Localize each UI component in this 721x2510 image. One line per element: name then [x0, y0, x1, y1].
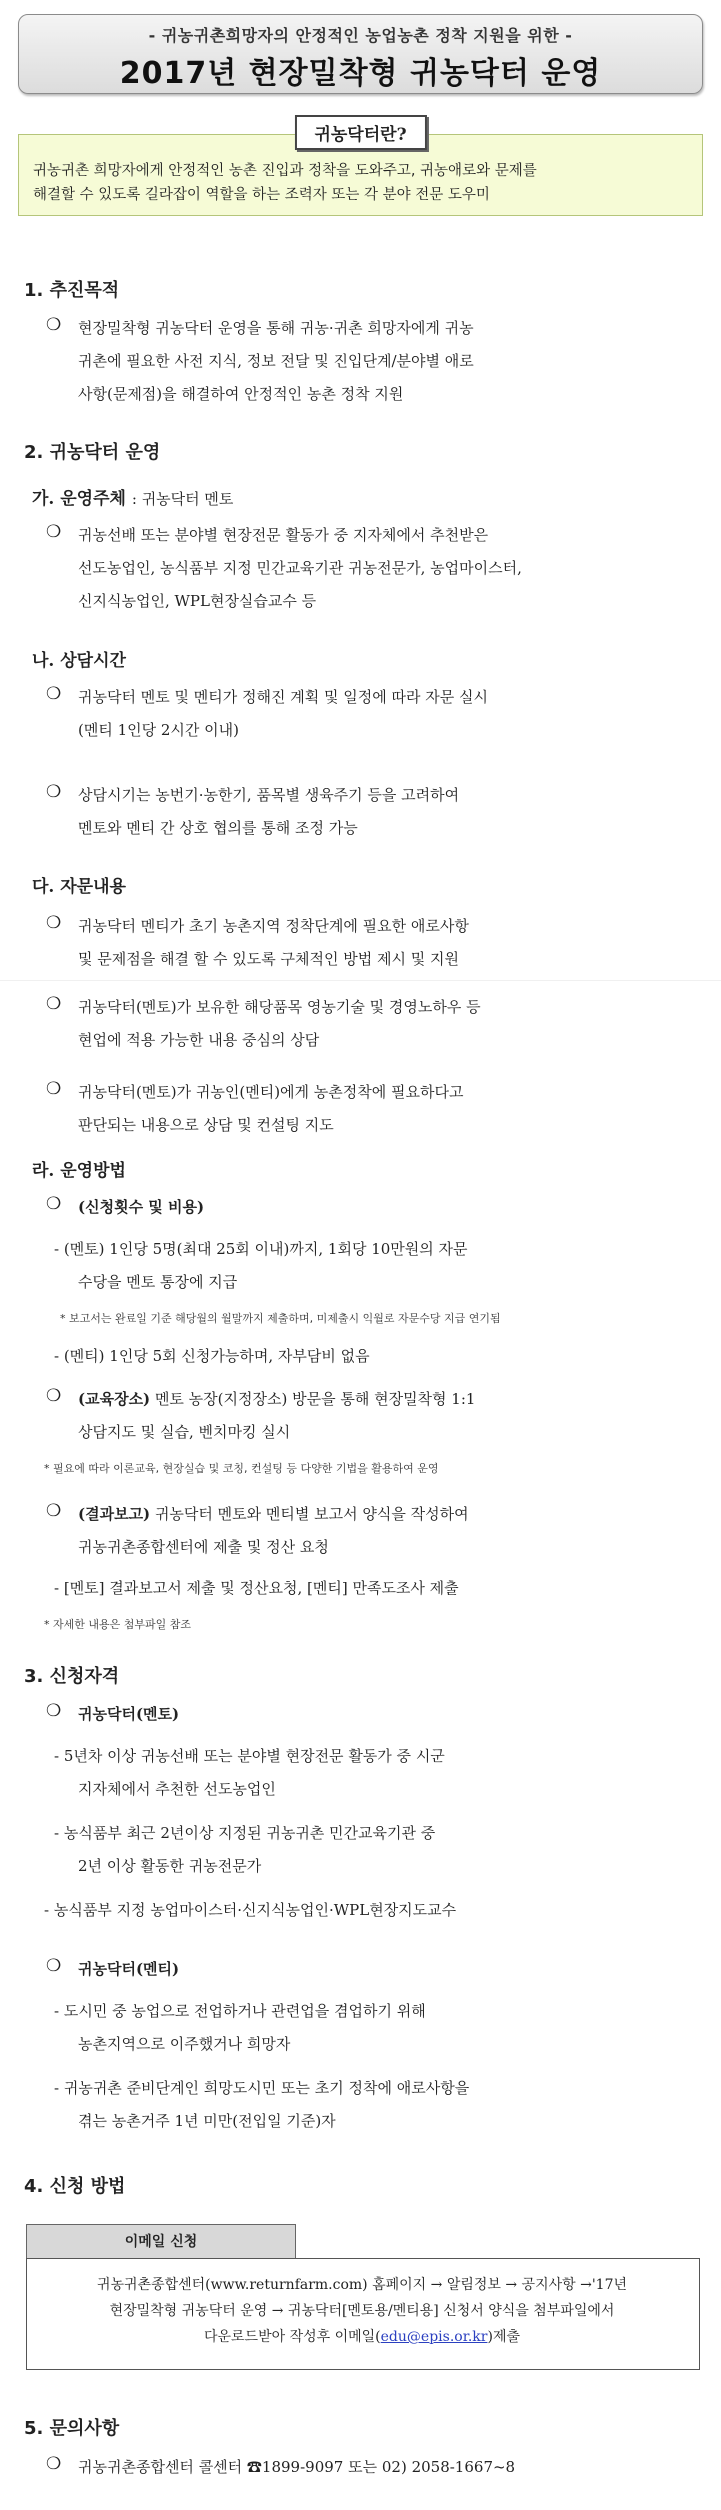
apply-line-post: )제출: [487, 2329, 520, 2345]
da-line: 귀농닥터 멘티가 초기 농촌지역 정착단계에 필요한 애로사항: [78, 917, 469, 935]
bullet-icon: ❍: [46, 2454, 62, 2474]
ra-3-text: 귀농닥터 멘토와 멘티별 보고서 양식을 작성하여: [154, 1505, 469, 1523]
ra-3-note: * 자세한 내용은 첨부파일 참조: [44, 1618, 191, 1631]
bullet-icon: ❍: [46, 1501, 62, 1521]
apply-line-3: [32, 2324, 692, 2350]
da-line: 귀농닥터(멘토)가 귀농인(멘티)에게 농촌정착에 필요하다고: [78, 1083, 464, 1101]
mentor-line: - 농식품부 최근 2년이상 지정된 귀농귀촌 민간교육기관 중: [54, 1824, 436, 1842]
ga-heading-label: 가. 운영주체: [32, 489, 126, 509]
ra-3-line: - [멘토] 결과보고서 제출 및 정산요청, [멘티] 만족도조사 제출: [54, 1579, 459, 1597]
na-line: 귀농닥터 멘토 및 멘티가 정해진 계획 및 일정에 따라 자문 실시: [78, 688, 488, 706]
header-title: 2017년 현장밀착형 귀농닥터 운영: [119, 56, 602, 91]
email-apply-tab: 이메일 신청: [26, 2224, 296, 2259]
section-1-heading: 1. 추진목적: [24, 280, 120, 301]
s1-line: 현장밀착형 귀농닥터 운영을 통해 귀농·귀촌 희망자에게 귀농: [78, 319, 474, 337]
ra-3-line-1: [78, 1500, 469, 1528]
da-heading: 다. 자문내용: [32, 877, 126, 897]
bullet-icon: ❍: [46, 1956, 62, 1976]
bullet-icon: ❍: [46, 1701, 62, 1721]
ra-3-line: 귀농귀촌종합센터에 제출 및 정산 요청: [78, 1538, 329, 1556]
bullet-icon: ❍: [46, 315, 62, 335]
divider: [0, 980, 721, 981]
na-line: 멘토와 멘티 간 상호 협의를 통해 조정 가능: [78, 819, 358, 837]
bullet-icon: ❍: [46, 994, 62, 1014]
ga-line: 선도농업인, 농식품부 지정 민간교육기관 귀농전문가, 농업마이스터,: [78, 559, 522, 577]
ra-1-line: 수당을 멘토 통장에 지급: [78, 1273, 238, 1291]
ra-2-line: 상담지도 및 실습, 벤치마킹 실시: [78, 1423, 291, 1441]
ga-line: 신지식농업인, WPL현장실습교수 등: [78, 592, 317, 610]
ra-1-note: * 보고서는 완료일 기준 해당월의 월말까지 제출하며, 미제출시 익월로 자문수당 지급 연기됨: [60, 1312, 501, 1325]
section-3-heading: 3. 신청자격: [24, 1666, 120, 1687]
apply-line-pre: 다운로드받아 작성후 이메일(: [203, 2329, 381, 2345]
na-line: (멘티 1인당 2시간 이내): [78, 721, 240, 739]
definition-text-1: 귀농귀촌 희망자에게 안정적인 농촌 진입과 정착을 도와주고, 귀농애로와 문제를: [33, 163, 537, 179]
definition-text-2: 해결할 수 있도록 길라잡이 역할을 하는 조력자 또는 각 분야 전문 도우미: [33, 187, 490, 203]
section-4-heading: 4. 신청 방법: [24, 2176, 126, 2197]
ra-2-line-1: [78, 1385, 475, 1413]
ra-3-title: (결과보고): [78, 1505, 151, 1523]
mentee-line: - 귀농귀촌 준비단계인 희망도시민 또는 초기 정착에 애로사항을: [54, 2079, 470, 2097]
bullet-icon: ❍: [46, 1079, 62, 1099]
apply-line: 현장밀착형 귀농닥터 운영 → 귀농닥터[멘토용/멘티용] 신청서 양식을 첨부파일에서: [109, 2303, 615, 2319]
bullet-icon: ❍: [46, 782, 62, 802]
definition-section: [18, 125, 703, 216]
ra-2-title: (교육장소): [78, 1390, 151, 1408]
s1-line: 사항(문제점)을 해결하여 안정적인 농촌 정착 지원: [78, 385, 404, 403]
mentee-line: 겪는 농촌거주 1년 미만(전입일 기준)자: [78, 2112, 336, 2130]
ga-heading: [32, 484, 233, 509]
contact-line: 귀농귀촌종합센터 콜센터 ☎1899-9097 또는 02) 2058-1667~8: [78, 2458, 516, 2476]
da-line: 현업에 적용 가능한 내용 중심의 상담: [78, 1031, 320, 1049]
page: [0, 14, 721, 2510]
bullet-icon: ❍: [46, 1194, 62, 1214]
mentor-line: - 농식품부 지정 농업마이스터·신지식농업인·WPL현장지도교수: [44, 1901, 457, 1919]
da-line: 판단되는 내용으로 상담 및 컨설팅 지도: [78, 1116, 334, 1134]
mentor-line: 지자체에서 추천한 선도농업인: [78, 1780, 276, 1798]
ra-2-note: * 필요에 따라 이론교육, 현장실습 및 코칭, 컨설팅 등 다양한 기법을 활용하여 운영: [44, 1462, 439, 1475]
ga-line: 귀농선배 또는 분야별 현장전문 활동가 중 지자체에서 추천받은: [78, 526, 489, 544]
na-line: 상담시기는 농번기·농한기, 품목별 생육주기 등을 고려하여: [78, 786, 460, 804]
ga-heading-inline: : 귀농닥터 멘토: [131, 490, 234, 508]
header-banner: [18, 14, 703, 94]
ra-1-line: - (멘티) 1인당 5회 신청가능하며, 자부담비 없음: [54, 1347, 370, 1365]
ra-2-text: 멘토 농장(지정장소) 방문을 통해 현장밀착형 1:1: [154, 1390, 476, 1408]
email-link[interactable]: edu@epis.or.kr: [380, 2329, 488, 2345]
apply-line: 귀농귀촌종합센터(www.returnfarm.com) 홈페이지 → 알림정보 → 공지사항 →'17년: [96, 2277, 628, 2293]
ra-1-line: - (멘토) 1인당 5명(최대 25회 이내)까지, 1회당 10만원의 자문: [54, 1240, 468, 1258]
s1-line: 귀촌에 필요한 사전 지식, 정보 전달 및 진입단계/분야별 애로: [78, 352, 474, 370]
da-line: 귀농닥터(멘토)가 보유한 해당품목 영농기술 및 경영노하우 등: [78, 998, 481, 1016]
header-subtitle: - 귀농귀촌희망자의 안정적인 농업농촌 정착 지원을 위한 -: [148, 26, 573, 45]
mentor-line: - 5년차 이상 귀농선배 또는 분야별 현장전문 활동가 중 시군: [54, 1747, 445, 1765]
ra-1-title: (신청횟수 및 비용): [78, 1198, 205, 1216]
mentor-line: 2년 이상 활동한 귀농전문가: [78, 1857, 262, 1875]
bullet-icon: ❍: [46, 522, 62, 542]
apply-text: [32, 2272, 692, 2350]
section-2-heading: 2. 귀농닥터 운영: [24, 442, 161, 463]
section-5-heading: 5. 문의사항: [24, 2418, 120, 2439]
da-line: 및 문제점을 해결 할 수 있도록 구체적인 방법 제시 및 지원: [78, 950, 459, 968]
ra-heading: 라. 운영방법: [32, 1161, 126, 1181]
bullet-icon: ❍: [46, 1386, 62, 1406]
definition-title: 귀농닥터란?: [294, 115, 426, 150]
mentee-line: - 도시민 중 농업으로 전업하거나 관련업을 겸업하기 위해: [54, 2002, 426, 2020]
mentee-title: 귀농닥터(멘티): [78, 1960, 180, 1978]
bullet-icon: ❍: [46, 684, 62, 704]
mentee-line: 농촌지역으로 이주했거나 희망자: [78, 2035, 291, 2053]
bullet-icon: ❍: [46, 913, 62, 933]
na-heading: 나. 상담시간: [32, 651, 126, 671]
mentor-title: 귀농닥터(멘토): [78, 1705, 180, 1723]
